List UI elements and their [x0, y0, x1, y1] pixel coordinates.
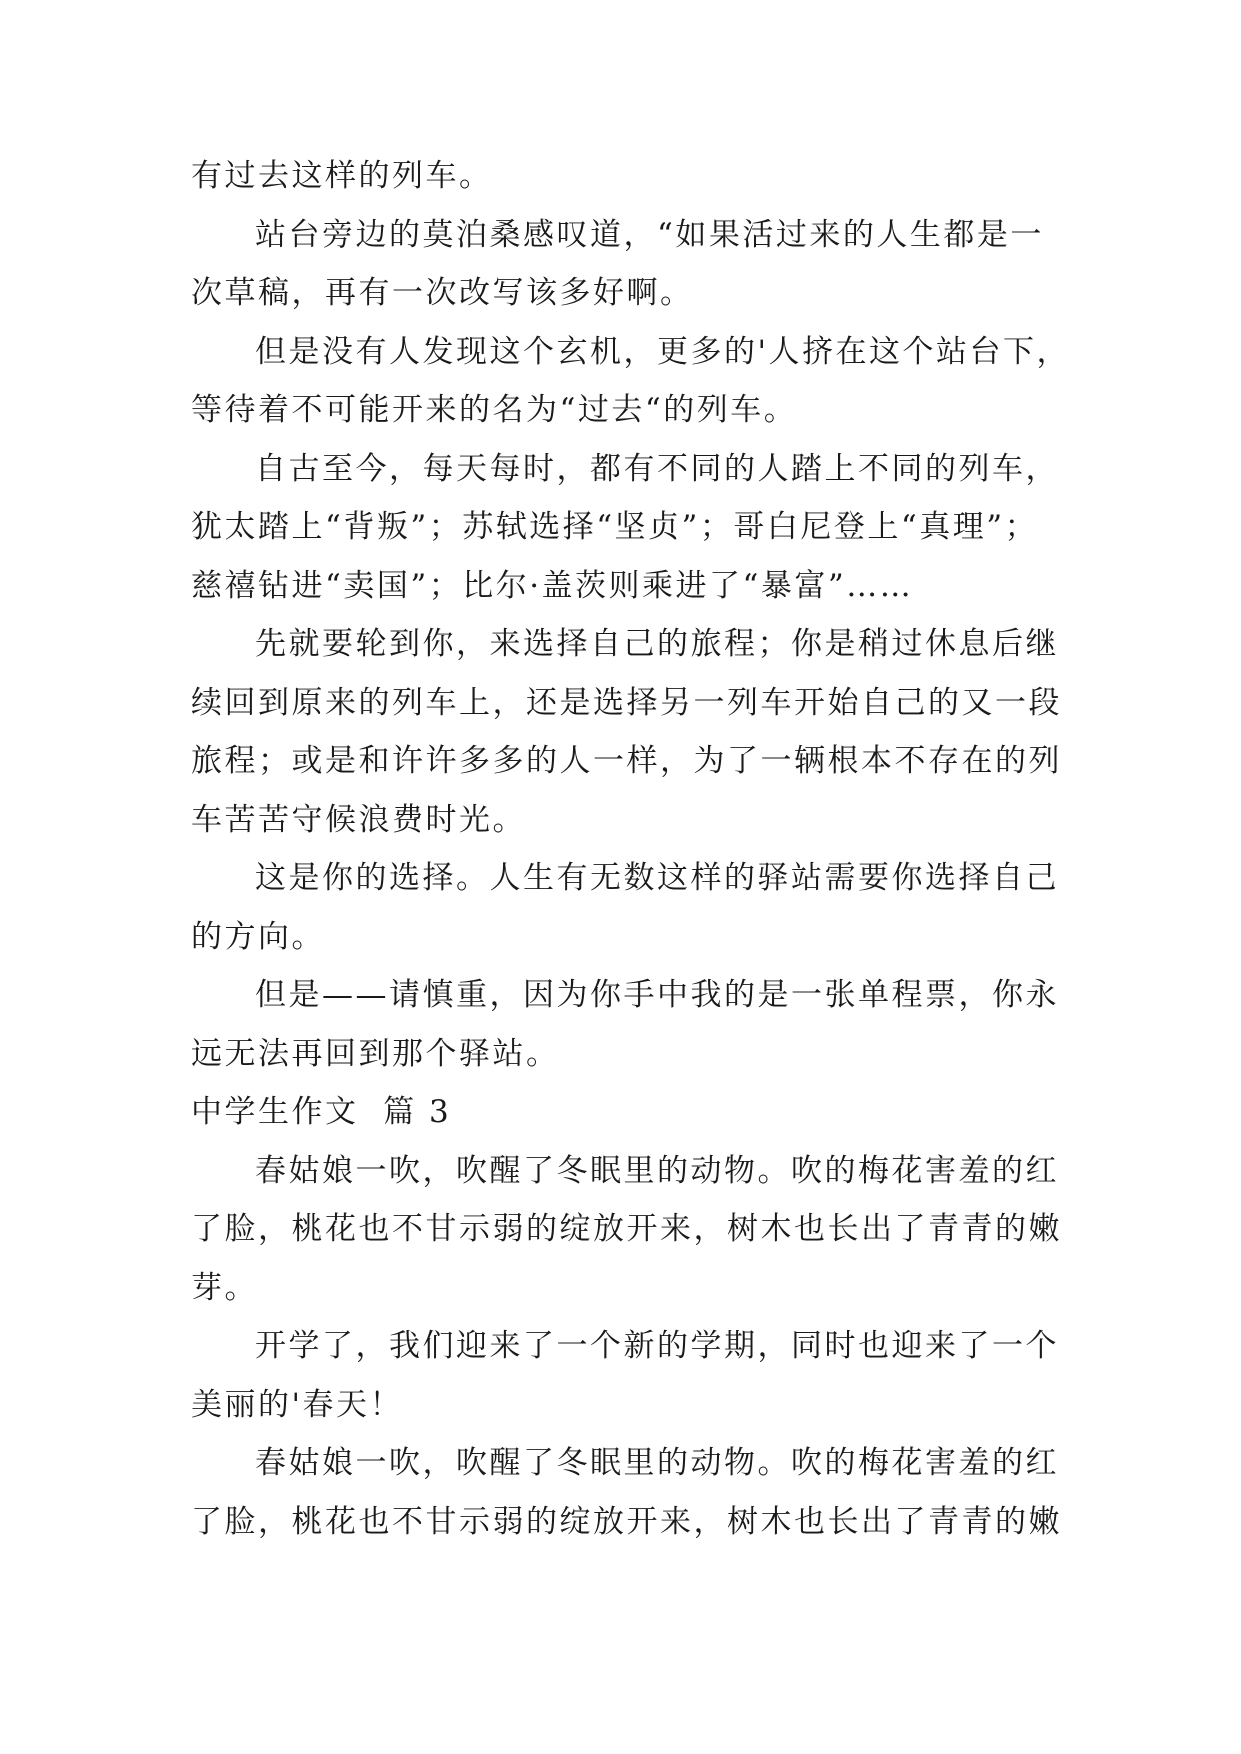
text-line: 但是没有人发现这个玄机，更多的'人挤在这个站台下，	[255, 333, 1071, 370]
paragraph-6	[191, 849, 1061, 966]
text-line: 慈禧钻进“卖国”；比尔·盖茨则乘进了“暴富”……	[191, 567, 914, 604]
text-line: 犹太踏上“背叛”；苏轼选择“坚贞”；哥白尼登上“真理”；	[191, 509, 1039, 545]
text-line: 芽。	[191, 1269, 258, 1306]
text-line: 车苦苦守候浪费时光。	[191, 801, 526, 838]
paragraph-2	[191, 206, 1061, 323]
text-line: 开学了，我们迎来了一个新的学期，同时也迎来了一个	[255, 1328, 1059, 1364]
text-line: 站台旁边的莫泊桑感叹道，“如果活过来的人生都是一	[255, 216, 1044, 253]
text-line: 续回到原来的列车上，还是选择另一列车开始自己的又一段	[191, 684, 1062, 721]
text-line: 美丽的'春天！	[191, 1386, 404, 1423]
text-line: 旅程；或是和许许多多的人一样，为了一辆根本不存在的列	[191, 743, 1062, 779]
paragraph-10	[191, 1434, 1061, 1551]
document-page	[191, 147, 1071, 1551]
text-line: 春姑娘一吹，吹醒了冬眠里的动物。吹的梅花害羞的红	[255, 1152, 1059, 1189]
text-line: 的方向。	[191, 918, 325, 955]
text-line: 了脸，桃花也不甘示弱的绽放开来，树木也长出了青青的嫩	[191, 1211, 1062, 1247]
paragraph-7	[191, 966, 1061, 1083]
text-line: 但是——请慎重，因为你手中我的是一张单程票，你永	[255, 977, 1059, 1013]
text-line: 了脸，桃花也不甘示弱的绽放开来，树木也长出了青青的嫩	[191, 1503, 1062, 1540]
text-line: 有过去这样的列车。	[191, 158, 493, 194]
text-line: 等待着不可能开来的名为“过去“的列车。	[191, 392, 798, 428]
paragraph-4	[191, 440, 1061, 616]
text-line: 先就要轮到你，来选择自己的旅程；你是稍过休息后继	[255, 626, 1059, 662]
paragraph-5	[191, 615, 1061, 849]
text-line: 春姑娘一吹，吹醒了冬眠里的动物。吹的梅花害羞的红	[255, 1445, 1059, 1481]
text-line: 自古至今，每天每时，都有不同的人踏上不同的列车，	[255, 450, 1059, 487]
text-line: 这是你的选择。人生有无数这样的驿站需要你选择自己	[255, 860, 1059, 896]
paragraph-3	[191, 323, 1071, 440]
text-line: 远无法再回到那个驿站。	[191, 1035, 560, 1072]
section-heading	[191, 1083, 1061, 1142]
paragraph-8	[191, 1142, 1061, 1318]
text-line: 次草稿，再有一次改写该多好啊。	[191, 275, 694, 311]
heading-text: 中学生作文 篇 3	[191, 1094, 452, 1130]
paragraph-9	[191, 1317, 1061, 1434]
paragraph-1	[191, 147, 1061, 206]
